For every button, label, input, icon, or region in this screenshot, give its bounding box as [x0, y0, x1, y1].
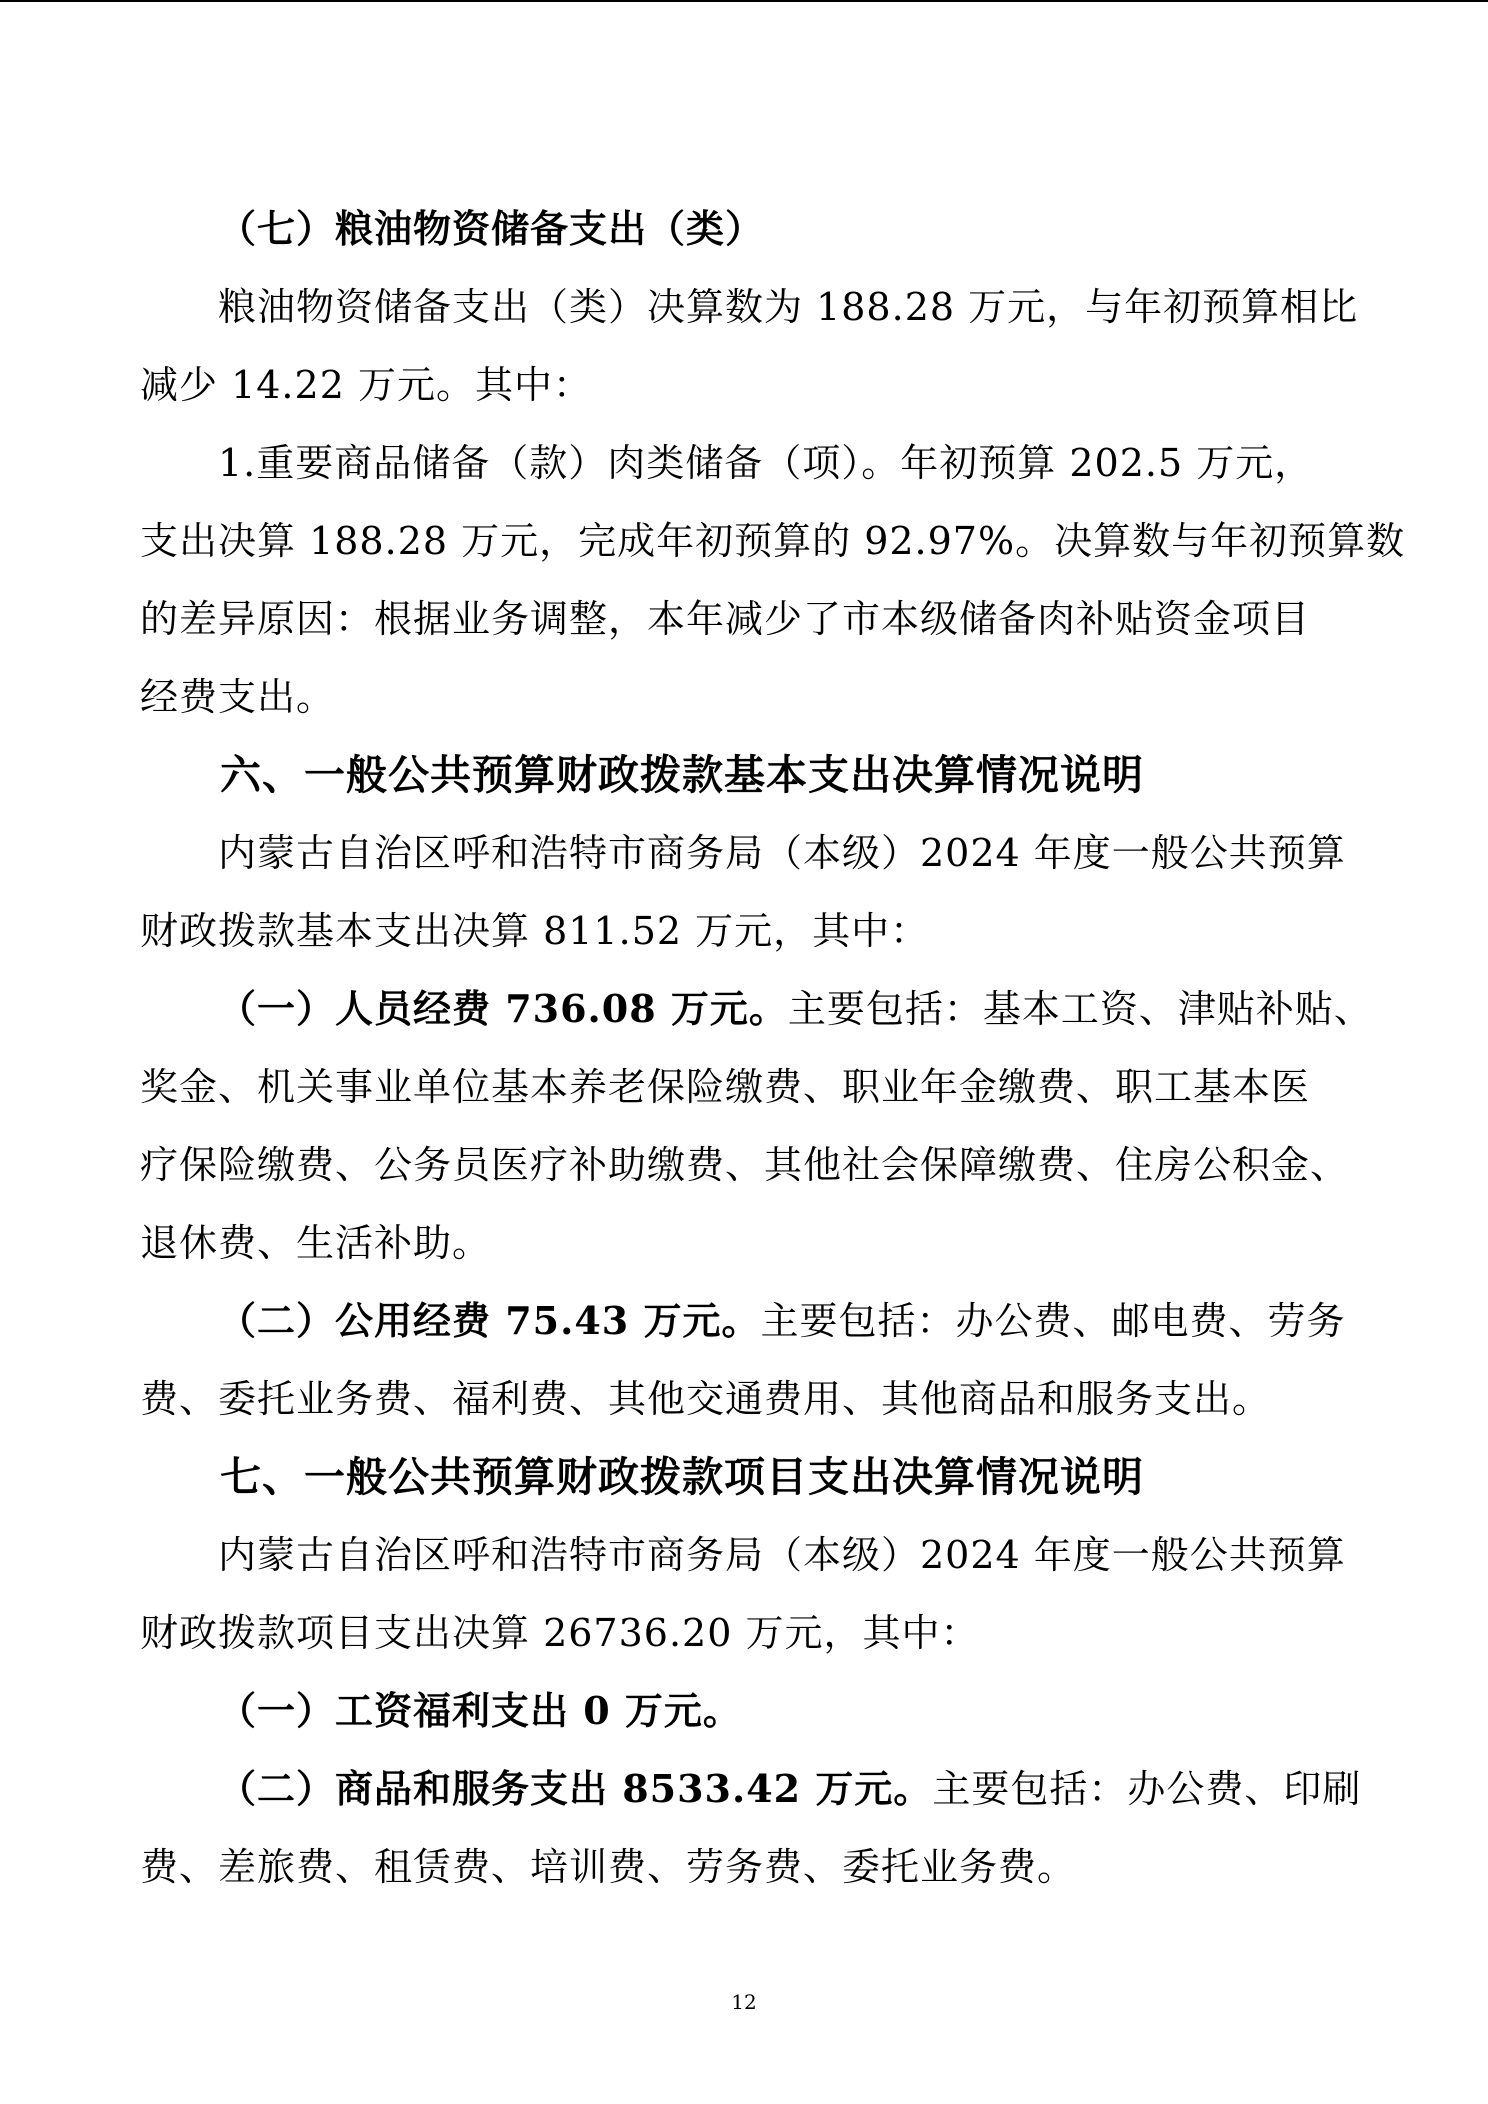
public-expenses-text: 主要包括：办公费、邮电费、劳务 [760, 1299, 1346, 1343]
part-6-heading: 六、一般公共预算财政拨款基本支出决算情况说明 [220, 751, 1144, 799]
part-7-intro-line-1: 内蒙古自治区呼和浩特市商务局（本级）2024 年度一般公共预算 [218, 1533, 1346, 1577]
goods-services-line-2: 费、差旅费、租赁费、培训费、劳务费、委托业务费。 [140, 1845, 1077, 1889]
part-6-intro-line-2: 财政拨款基本支出决算 811.52 万元，其中： [140, 909, 930, 953]
section-7-title: （七）粮油物资储备支出（类） [218, 206, 765, 251]
personnel-expenses-line-2: 奖金、机关事业单位基本养老保险缴费、职业年金缴费、职工基本医 [140, 1065, 1311, 1109]
top-border-line [0, 0, 1488, 2]
personnel-expenses-line-3: 疗保险缴费、公务员医疗补助缴费、其他社会保障缴费、住房公积金、 [140, 1143, 1350, 1187]
section-7-item-1-line-1: 1.重要商品储备（款）肉类储备（项）。年初预算 202.5 万元， [218, 441, 1314, 485]
goods-services-label: （二）商品和服务支出 8533.42 万元。 [218, 1766, 933, 1811]
public-expenses-line-2: 费、委托业务费、福利费、其他交通费用、其他商品和服务支出。 [140, 1377, 1272, 1421]
part-6-intro-line-1: 内蒙古自治区呼和浩特市商务局（本级）2024 年度一般公共预算 [218, 831, 1346, 875]
section-7-item-1-line-4: 经费支出。 [140, 675, 336, 719]
personnel-expenses-label: （一）人员经费 736.08 万元。 [218, 986, 788, 1031]
personnel-expenses-text: 主要包括：基本工资、津贴补贴、 [787, 987, 1373, 1031]
public-expenses-label: （二）公用经费 75.43 万元。 [218, 1298, 761, 1343]
part-7-intro-line-2: 财政拨款项目支出决算 26736.20 万元，其中： [140, 1611, 980, 1655]
page-number: 12 [731, 1990, 757, 2014]
section-7-item-1-line-3: 的差异原因：根据业务调整，本年减少了市本级储备肉补贴资金项目 [140, 597, 1311, 641]
wages-welfare-line: （一）工资福利支出 0 万元。 [218, 1688, 742, 1733]
personnel-expenses-line-1 [140, 970, 1373, 1048]
personnel-expenses-line-4: 退休费、生活补助。 [140, 1221, 492, 1265]
part-7-heading: 七、一般公共预算财政拨款项目支出决算情况说明 [220, 1453, 1144, 1501]
section-7-item-1-line-2: 支出决算 188.28 万元，完成年初预算的 92.97%。决算数与年初预算数 [140, 519, 1406, 563]
public-expenses-line-1 [140, 1282, 1350, 1360]
section-7-summary-line-1: 粮油物资储备支出（类）决算数为 188.28 万元，与年初预算相比 [218, 285, 1359, 329]
section-7-summary-line-2: 减少 14.22 万元。其中： [140, 363, 592, 407]
goods-services-line-1 [140, 1750, 1362, 1828]
document-body [140, 190, 1406, 1906]
goods-services-text: 主要包括：办公费、印刷 [932, 1767, 1362, 1811]
